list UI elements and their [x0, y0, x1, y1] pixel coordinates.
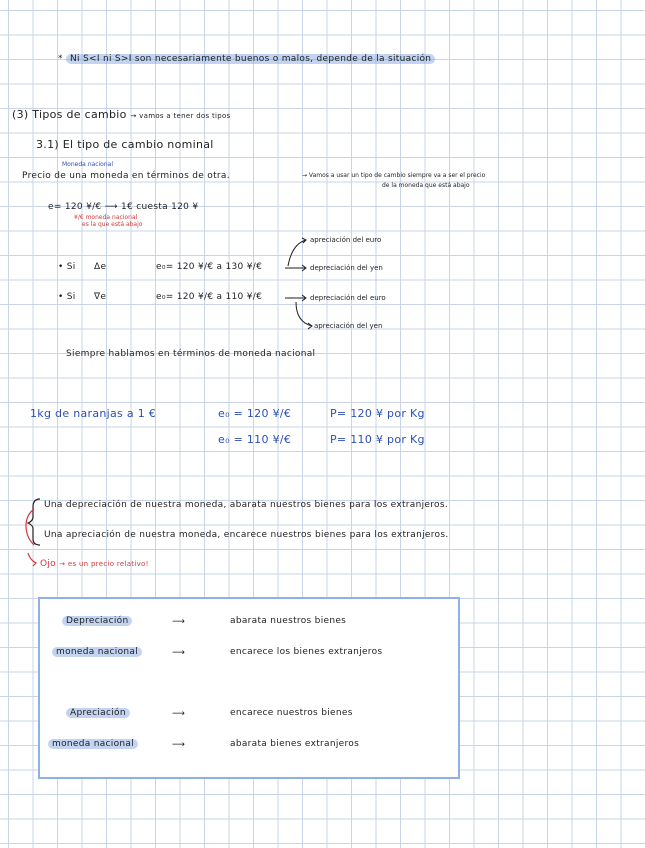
oranges-rate-2: e₀ = 110 ¥/€: [218, 433, 292, 446]
oranges-rate-1: e₀ = 120 ¥/€: [218, 407, 292, 420]
red-brace-icon: [26, 509, 36, 566]
example-equation: e= 120 ¥/€: [48, 202, 102, 212]
arrow-right-icon: ⟶: [172, 740, 186, 750]
arrow-up-branch-icon: [285, 238, 306, 271]
arrow-right-icon: ⟶: [172, 617, 186, 627]
box-dep-label-1: Depreciación: [62, 616, 132, 626]
oranges-price-2: P= 110 ¥ por Kg: [330, 433, 425, 446]
branch-depreciacion-euro: depreciación del euro: [310, 294, 386, 302]
statement-appreciation: Una apreciación de nuestra moneda, encarece nuestros bienes para los extranjeros.: [44, 530, 449, 540]
box-app-label-2: moneda nacional: [48, 739, 138, 749]
annotation-moneda-nacional: Moneda nacional: [62, 161, 113, 168]
arrow-right-icon: ⟶: [172, 709, 186, 719]
example-result: 1€ cuesta 120 ¥: [121, 202, 199, 212]
oranges-price-1: P= 120 ¥ por Kg: [330, 407, 425, 420]
box-dep-row-2: encarece los bienes extranjeros: [230, 647, 383, 657]
ojo-note: → es un precio relativo!: [59, 560, 149, 568]
case-down-bullet: • Si: [58, 292, 76, 302]
left-brace-icon: [28, 499, 40, 545]
case-down-symbol: ∇e: [94, 292, 107, 302]
arrow-right-icon: ⟶: [104, 202, 118, 212]
box-app-row-2: abarata bienes extranjeros: [230, 739, 360, 749]
case-up-change: e₀= 120 ¥/€ a 130 ¥/€: [156, 262, 263, 272]
ojo-row: [40, 559, 149, 569]
statement-depreciation: Una depreciación de nuestra moneda, abarata nuestros bienes para los extranjeros.: [44, 500, 449, 510]
case-up-bullet: • Si: [58, 262, 76, 272]
definition-text: Precio de una moneda en términos de otra.: [22, 171, 230, 181]
example-note-1: ¥/€ moneda nacional: [74, 214, 138, 221]
oranges-label: 1kg de naranjas a 1 €: [30, 407, 157, 420]
arrow-down-branch-icon: [285, 295, 312, 329]
box-app-row-1: encarece nuestros bienes: [230, 708, 353, 718]
box-dep-row-1: abarata nuestros bienes: [230, 616, 347, 626]
section-note: → vamos a tener dos tipos: [130, 112, 231, 120]
case-down-change: e₀= 120 ¥/€ a 110 ¥/€: [156, 292, 263, 302]
definition-side-note-1: → Vamos a usar un tipo de cambio siempre va a ser el precio: [302, 172, 486, 179]
subsection-title: El tipo de cambio nominal: [62, 138, 214, 151]
example-note-2: es la que está abajo: [82, 221, 143, 228]
arrow-right-icon: ⟶: [172, 648, 186, 658]
section-title: Tipos de cambio: [32, 108, 127, 121]
branch-apreciacion-yen: apreciación del yen: [314, 322, 383, 330]
section-number: (3): [12, 108, 29, 121]
case-up-symbol: Δe: [94, 262, 107, 272]
branch-depreciacion-yen: depreciación del yen: [310, 264, 383, 272]
subsection-number: 3.1): [36, 138, 59, 151]
ojo-label: Ojo: [40, 559, 56, 569]
top-statement: Ni S<I ni S>I son necesariamente buenos o malos, depende de la situación: [66, 54, 435, 64]
asterisk-bullet: *: [58, 54, 63, 64]
definition-side-note-2: de la moneda que está abajo: [382, 182, 470, 189]
always-note: Siempre hablamos en términos de moneda nacional: [66, 349, 316, 359]
branch-apreciacion-euro: apreciación del euro: [310, 236, 382, 244]
box-dep-label-2: moneda nacional: [52, 647, 142, 657]
box-app-label-1: Apreciación: [66, 708, 130, 718]
